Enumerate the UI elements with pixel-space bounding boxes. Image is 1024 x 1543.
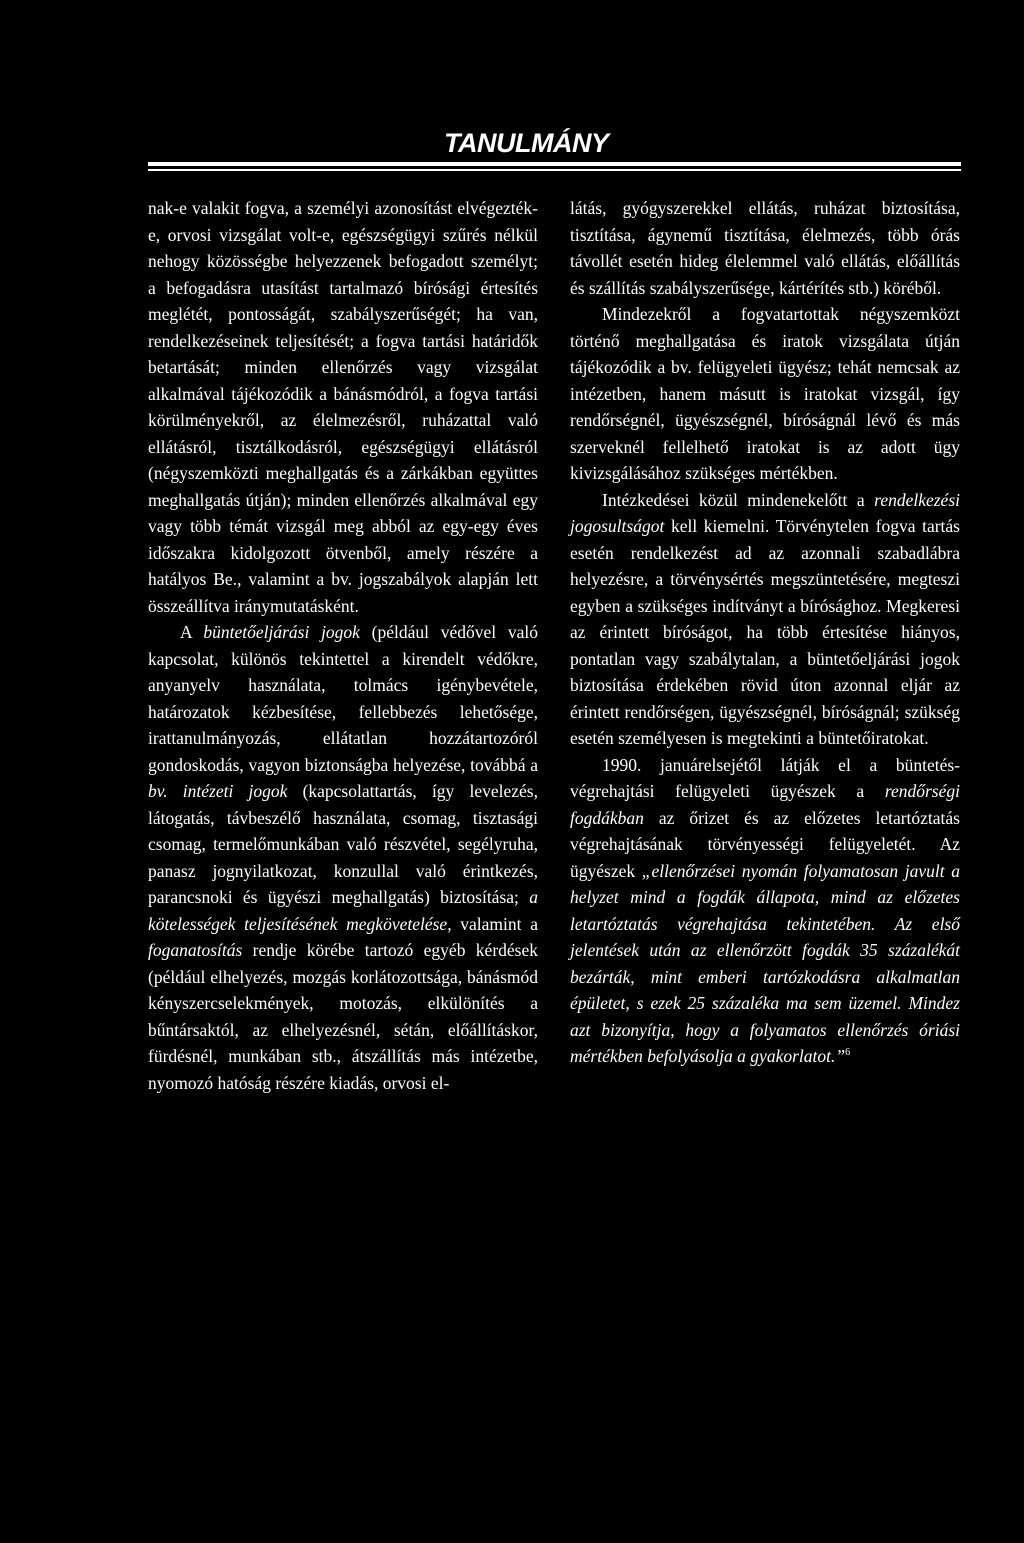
text-run: A	[180, 622, 204, 642]
footnote-marker: 6	[845, 1047, 851, 1059]
left-paragraph-2	[148, 619, 538, 1096]
header-rule-thick	[148, 162, 961, 166]
italic-quote: „ellenőrzései nyomán folyamatosan javult a helyzet mind a fogdák állapota, mind az előzetes letartóztatás végrehajtása tekintetében. Az első jelentések után az ellenőrzött fogdák 35 százalékát bezárták, mint emberi tartózkodásra alkalmatlan épületet, s ezek 25 százaléka ma sem üzemel. Mindez azt bizonyítja, hogy a folyamatos ellenőrzés óriási mértékben befolyásolja a gyakorlatot.”	[570, 860, 960, 1066]
text-run: kell kiemelni. Törvénytelen fogva tartás esetén rendelkezést ad az azonnali szabadlábra helyezésre, a törvénysértés megszüntetésére, megteszi egyben a szükséges indítványt a bírósághoz. Megkeresi az érintett bíróságot, ha több értesítése hiányos, pontatlan vagy szabálytalan, a büntetőeljárási jogok biztosítása érdekében rövid úton azonnal eljár az érintett rendőrségen, ügyészségnél, bíróságnál; szükség esetén személyesen is megtekinti a büntetőiratokat.	[570, 516, 960, 748]
page-header	[0, 118, 1024, 178]
left-column	[148, 195, 538, 1096]
section-title: TANULMÁNY	[444, 128, 609, 158]
text-run: (kapcsolattartás, így levelezés, látogatás, távbeszélő használata, csomag, tisztasági csomag, termelőmunkában való részvétel, segélyruha, panasz jognyilatkozat, konzullal való érintkezés, parancsnoki és ügyészi meghallgatás) biztosítása;	[148, 781, 538, 907]
text-run: 1990. januárelsejétől látják el a büntetés-végrehajtási felügyeleti ügyészek a	[570, 754, 960, 801]
header-rule-thin	[148, 169, 961, 171]
right-paragraph-1: látás, gyógyszerekkel ellátás, ruházat biztosítása, tisztítása, ágynemű tisztítása, élelmezés, több órás távollét esetén hideg élelemmel való ellátás, előállítás és szállítás szabályszerűsége, kártérítés stb.) köréből.	[570, 198, 960, 298]
text-run: (például védővel való kapcsolat, különös tekintettel a kirendelt védőkre, anyanyelv használata, tolmács igénybevétele, határozatok kézbesítése, fellebbezés lehetősége, irattanulmányozás, ellátatlan hozzátartozóról gondoskodás, vagyon biztonságba helyezése, továbbá a	[148, 622, 538, 775]
text-run: Intézkedései közül mindenekelőtt a	[602, 489, 875, 510]
right-paragraph-4	[570, 752, 960, 1070]
italic-run: foganatosítás	[148, 940, 243, 960]
italic-run: büntetőeljárási jogok	[203, 622, 360, 642]
right-paragraph-2: Mindezekről a fogvatartottak négyszemközt történő meghallgatása és iratok vizsgálata útján tájékozódik a bv. felügyeleti ügyész; tehát nemcsak az intézetben, hanem másutt is iratokat vizsgál, így rendőrségnél, ügyészségnél, bíróságnál lévő és más szerveknél fellelhető iratokat is az adott ügy kivizsgálásához szükséges mértékben.	[570, 304, 960, 483]
left-paragraph-1: nak-e valakit fogva, a személyi azonosítást elvégezték-e, orvosi vizsgálat volt-e, egészségügyi szűrés nélkül nehogy közösségbe helyezzenek befogadott személyt; a befogadásra utasítást tartalmazó bírósági értesítés meglétét, pontosságát, szabályszerűségét; ha van, rendelkezéseinek teljesítését; a fogva tartási határidők betartását; minden ellenőrzés vagy vizsgálat alkalmával tájékozódik a bánásmódról, a fogva tartási körülményekről, az élelmezésről, ruházattal való ellátásról, tisztálkodásról, egészségügyi ellátásról (négyszemközti meghallgatás és a zárkákban együttes meghallgatás útján); minden ellenőrzés alkalmával egy vagy több témát vizsgál meg abból az egy-egy éves időszakra kidolgozott ötvenből, amely részére a hatályos Be., valamint a bv. jogszabályok alapján lett összeállítva iránymutatásként.	[148, 198, 538, 616]
right-paragraph-3	[570, 487, 960, 752]
text-run: rendje körébe tartozó egyéb kérdések (például elhelyezés, mozgás korlátozottsága, bánásmód kényszercselekmények, motozás, elkülönítés a bűntársaktól, az elhelyezésnél, sétán, előállításkor, fürdésnél, munkában stb., átszállítás más intézetbe, nyomozó hatóság részére kiadás, orvosi el-	[148, 940, 538, 1093]
italic-run: rendőrségi fogdákban	[570, 781, 960, 828]
text-run: valamint a	[451, 913, 538, 934]
text-run: az őrizet és az előzetes letartóztatás végrehajtásának törvényességi felügyeletét. Az ügyészek	[570, 807, 960, 881]
italic-run: rendelkezési jogosultságot	[570, 489, 960, 536]
italic-run: bv. intézeti jogok	[148, 781, 288, 801]
right-column	[570, 195, 960, 1070]
italic-run: a kötelességek teljesítésének megkövetelése,	[148, 887, 538, 934]
